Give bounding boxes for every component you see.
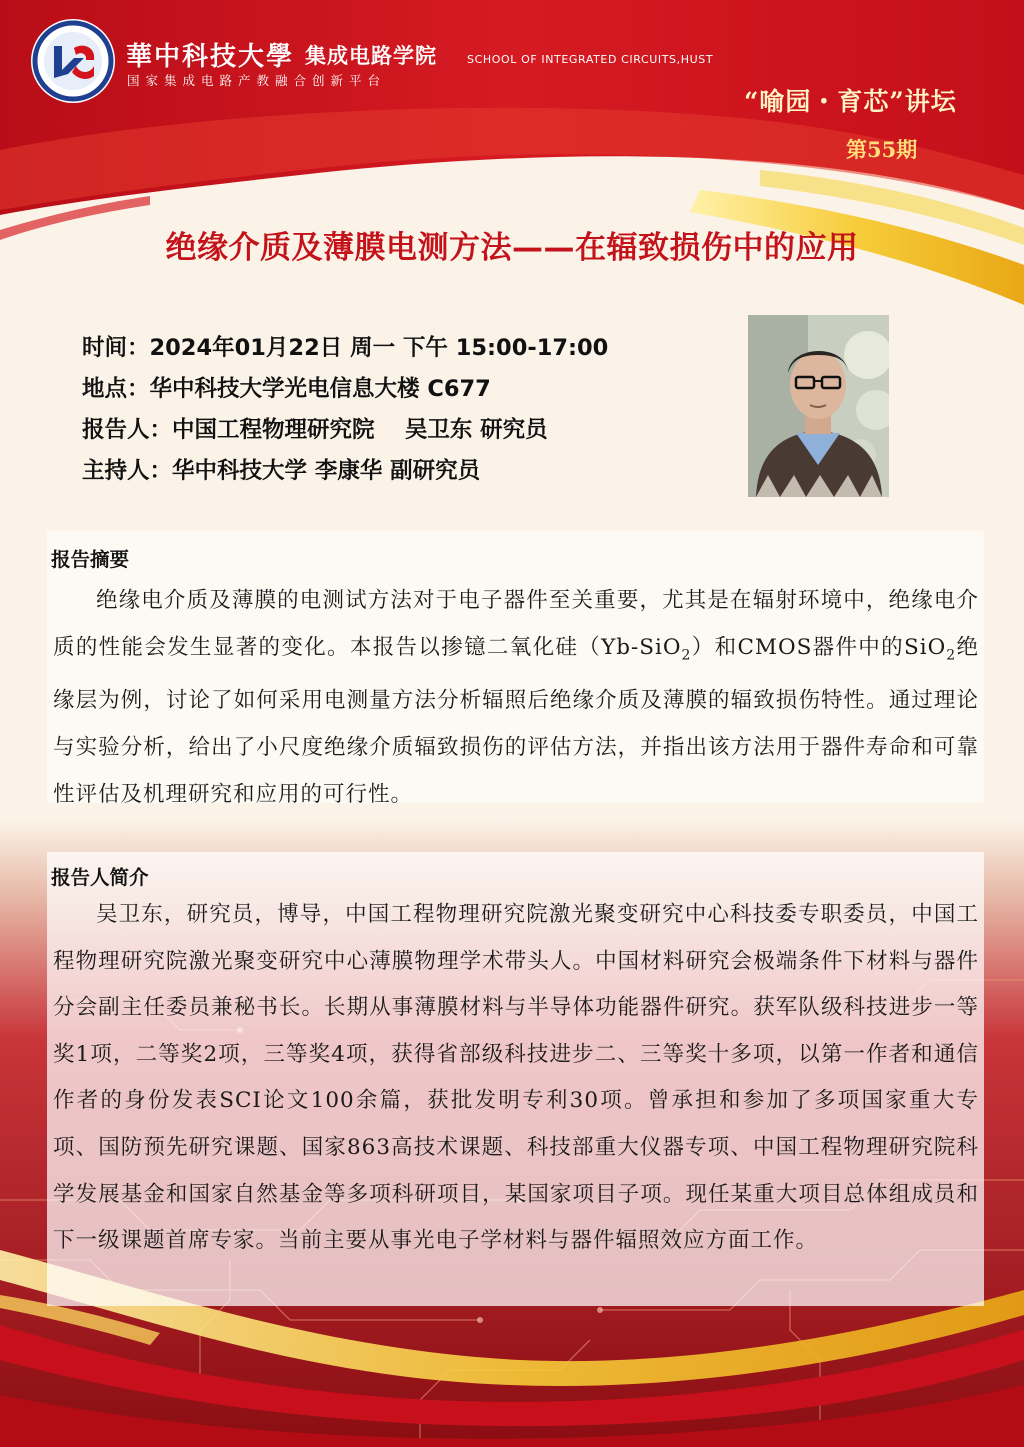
bio-heading: 报告人简介 — [51, 866, 149, 889]
event-info — [82, 333, 608, 497]
speaker-photo — [748, 315, 889, 497]
school-logo — [30, 18, 116, 104]
university-name: 華中科技大學 — [126, 42, 295, 72]
event-host: 主持人：华中科技大学 李康华 副研究员 — [82, 458, 481, 484]
forum-title: “喻园・育芯”讲坛 — [744, 87, 957, 116]
event-time: 时间：2024年01月22日 周一 下午 15:00-17:00 — [82, 335, 609, 361]
school-name: 集成电路学院 — [305, 44, 437, 68]
platform-name: 国家集成电路产教融合创新平台 — [127, 73, 387, 88]
abstract-text: 绝缘电介质及薄膜的电测试方法对于电子器件至关重要，尤其是在辐射环境中，绝缘电介质的性能会发生显著的变化。本报告以掺镱二氧化硅（Yb-SiO$_2$）和CMOS器件中的SiO$_2$绝缘层为例，讨论了如何采用电测量方法分析辐照后绝缘介质及薄膜的辐致损伤特性。通过理论与实验分析，给出了小尺度绝缘介质辐致损伤的评估方法，并指出该方法用于器件寿命和可靠性评估及机理研究和应用的可行性。 — [53, 588, 979, 807]
lecture-title: 绝缘介质及薄膜电测方法——在辐致损伤中的应用 — [165, 230, 859, 266]
abstract-heading: 报告摘要 — [51, 548, 130, 571]
event-location: 地点：华中科技大学光电信息大楼 C677 — [82, 376, 491, 402]
abstract-section — [47, 531, 984, 807]
event-speaker: 报告人：中国工程物理研究院 吴卫东 研究员 — [82, 417, 548, 443]
school-name-english: SCHOOL OF INTEGRATED CIRCUITS,HUST — [467, 53, 714, 66]
issue-number: 第55期 — [846, 137, 918, 162]
speaker-bio-section — [47, 852, 984, 1306]
bio-text: 吴卫东，研究员，博导，中国工程物理研究院激光聚变研究中心科技委专职委员，中国工程物理研究院激光聚变研究中心薄膜物理学术带头人。中国材料研究会极端条件下材料与器件分会副主任委员兼秘书长。长期从事薄膜材料与半导体功能器件研究。获军队级科技进步一等奖1项，二等奖2项，三等奖4项，获得省部级科技进步二、三等奖十多项，以第一作者和通信作者的身份发表SCI论文100余篇，获批发明专利30项。曾承担和参加了多项国家重大专项、国防预先研究课题、国家863高技术课题、科技部重大仪器专项、中国工程物理研究院科学发展基金和国家自然基金等多项科研项目，某国家项目子项。现任某重大项目总体组成员和下一级课题首席专家。当前主要从事光电子学材料与器件辐照效应方面工作。 — [53, 902, 979, 1254]
